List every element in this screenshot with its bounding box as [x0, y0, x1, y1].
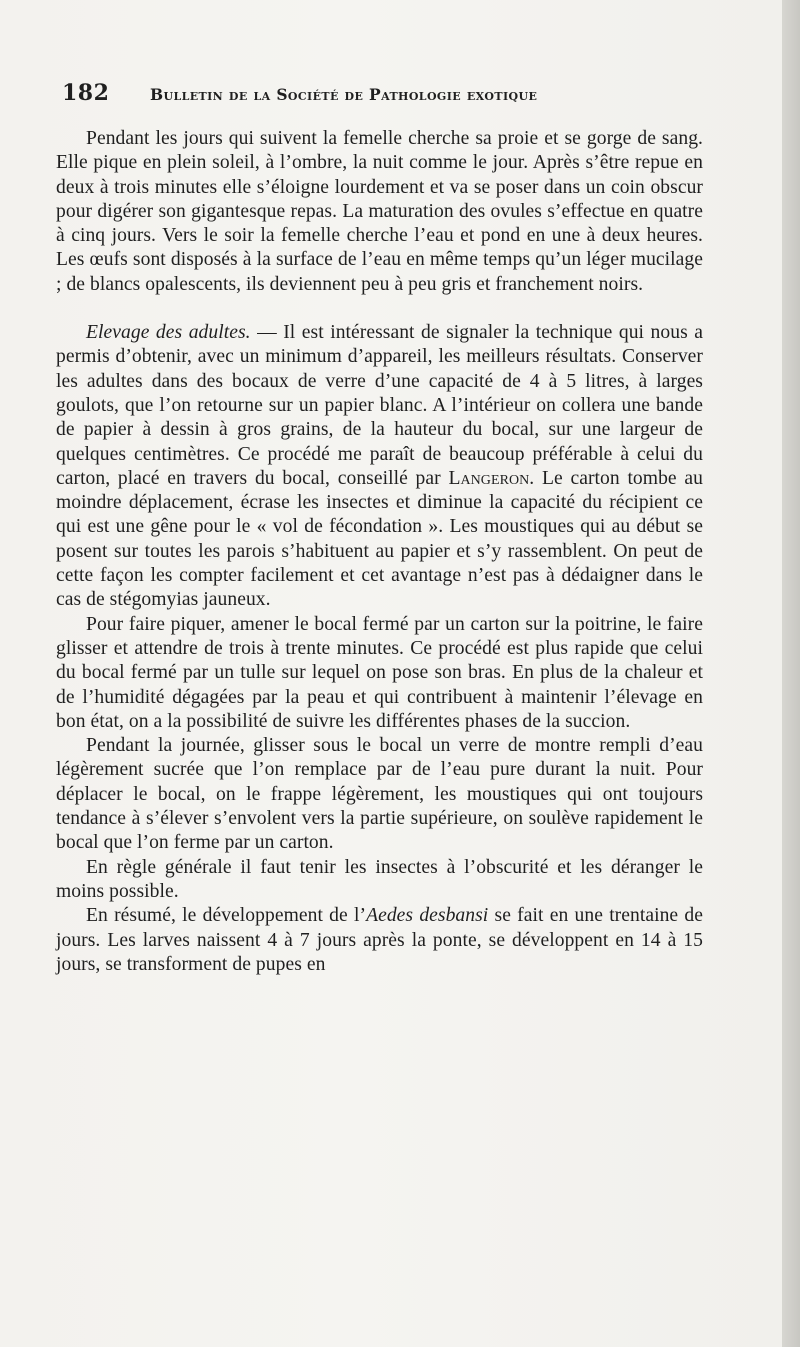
running-head: Bulletin de la Société de Pathologie exotique	[150, 85, 538, 104]
paragraph-summary-text-a: En résumé, le développement de l’	[86, 905, 367, 927]
paragraph-biting-method: Pour faire piquer, amener le bocal fermé par un carton sur la poitrine, le faire glisser et attendre de trois à trente minutes. Ce procédé est plus rapide que celui du bocal fermé par un tulle sur lequel on pose son bras. En plus de la chaleur et de l’humidité dégagées par la peau et qui contribuent à maintenir l’élevage en bon état, on a la possibilité de suivre les différentes phases de la succion.	[56, 613, 703, 732]
page-number: 182	[62, 80, 110, 106]
page-edge-shadow	[782, 0, 800, 1347]
paragraph-daily-care: Pendant la journée, glisser sous le bocal un verre de montre rempli d’eau légèrement sucrée que l’on remplace par de l’eau pure durant la nuit. Pour déplacer le bocal, on le frappe légèrement, les moustiques qui ont toujours tendance à s’élever s’envolent vers la partie supérieure, on soulève rapidement le bocal que l’on ferme par un carton.	[56, 735, 703, 854]
paragraph-adult-rearing	[56, 321, 703, 613]
article-body	[56, 127, 703, 977]
author-name-langeron: Langeron	[448, 467, 530, 489]
section-heading-elevage: Elevage des adultes.	[86, 322, 251, 344]
section-gap	[56, 297, 703, 321]
paragraph-summary	[56, 904, 703, 977]
paragraph-female-feeding: Pendant les jours qui suivent la femelle cherche sa proie et se gorge de sang. Elle pique en plein soleil, à l’ombre, la nuit comme le jour. Après s’être repue en deux à trois minutes elle s’éloigne lourdement et va se poser dans un coin obscur pour digérer son gigantesque repas. La maturation des ovules s’effectue en quatre à cinq jours. Vers le soir la femelle cherche l’eau et pond en une à deux heures. Les œufs sont disposés à la surface de l’eau en même temps qu’un léger mucilage ; de blancs opalescents, ils deviennent peu à peu gris et franchement noirs.	[56, 128, 703, 295]
species-name: Aedes desbansi	[366, 905, 489, 927]
page-header	[62, 79, 712, 109]
paragraph-adult-rearing-text-a: — Il est intéressant de signaler la technique qui nous a permis d’obtenir, avec un minimum d’appareil, les meilleurs résultats. Conserver les adultes dans des bocaux de verre d’une capacité de 4 à 5 litres, à larges goulots, que l’on retourne sur un papier blanc. A l’intérieur on collera une bande de papier à dessin à gros grains, de la hauteur du bocal, sur une largeur de quelques centimètres. Ce procédé me paraît de beaucoup préférable à celui du carton, placé en travers du bocal, conseillé par	[56, 322, 703, 489]
paragraph-adult-rearing-text-b: . Le carton tombe au moindre déplacement, écrase les insectes et diminue la capacité du récipient ce qui est une gêne pour le « vol de fécondation ». Les moustiques qui au début se posent sur toutes les parois s’habituent au papier et s’y rassemblent. On peut de cette façon les compter facilement et cet avantage n’est pas à dédaigner dans le cas de stégomyias jauneux.	[56, 467, 703, 611]
paragraph-summary-text-b: se fait en une trentaine de jours. Les larves naissent 4 à 7 jours après la ponte, se développent en 14 à 15 jours, se transforment de pupes en	[56, 905, 703, 975]
paragraph-general-rule: En règle générale il faut tenir les insectes à l’obscurité et les déranger le moins possible.	[56, 856, 703, 902]
